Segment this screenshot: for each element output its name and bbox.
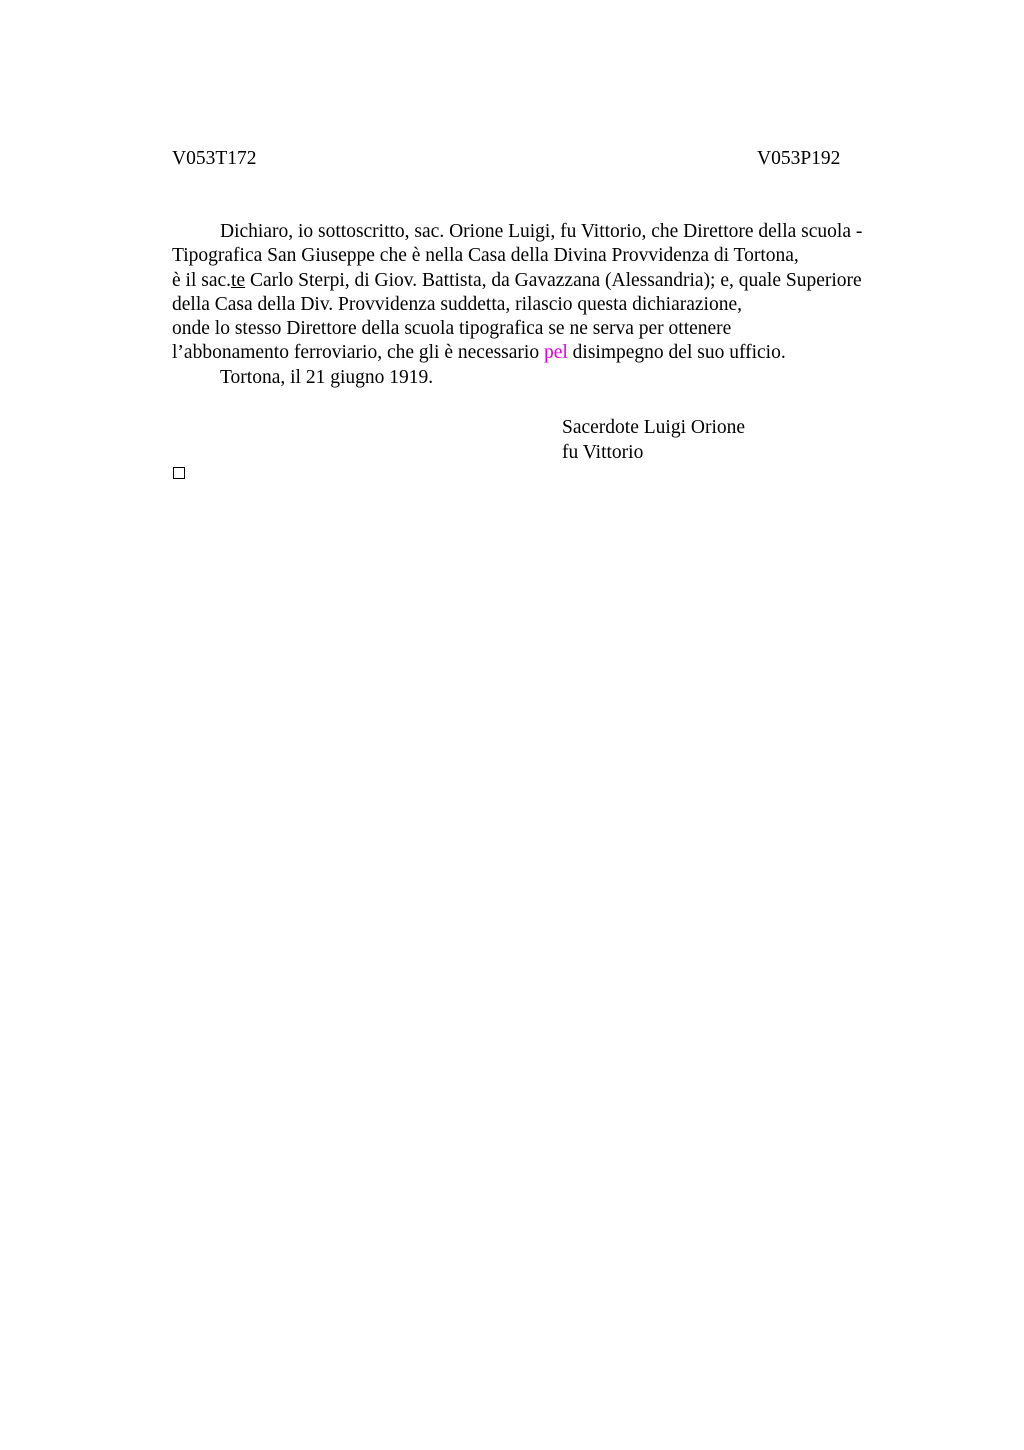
letter-line-1: Dichiaro, io sottoscritto, sac. Orione Luigi, fu Vittorio, che Direttore della scuola -	[220, 221, 863, 242]
letter-line-3-end: Carlo Sterpi, di Giov. Battista, da Gavazzana (Alessandria); e, quale Superiore	[245, 269, 862, 291]
letter-body	[172, 220, 932, 390]
date-line: Tortona, il 21 giugno 1919.	[220, 366, 434, 388]
letter-line-3	[172, 269, 932, 293]
document-code-right: V053P192	[757, 148, 841, 169]
signature-block	[562, 415, 745, 465]
signature-name: Sacerdote Luigi Orione	[562, 417, 746, 438]
abbreviation-superscript: te	[231, 269, 246, 291]
letter-line-6-end: disimpegno del suo ufficio.	[567, 342, 786, 364]
letter-line-2: Tipografica San Giuseppe che è nella Casa della Divina Provvidenza di Tortona,	[172, 245, 799, 267]
end-marker-square-icon	[173, 467, 185, 479]
letter-line-6-start: l’abbonamento ferroviario, che gli è necessario	[172, 342, 544, 364]
highlighted-word: pel	[543, 342, 568, 364]
document-code-left: V053T172	[172, 148, 257, 169]
letter-line-6	[172, 341, 932, 365]
letter-line-3-start: è il sac.	[172, 269, 232, 291]
signature-father: fu Vittorio	[562, 442, 644, 463]
letter-line-5: onde lo stesso Direttore della scuola tipografica se ne serva per ottenere	[172, 318, 732, 340]
letter-line-4: della Casa della Div. Provvidenza suddetta, rilascio questa dichiarazione,	[172, 293, 742, 315]
